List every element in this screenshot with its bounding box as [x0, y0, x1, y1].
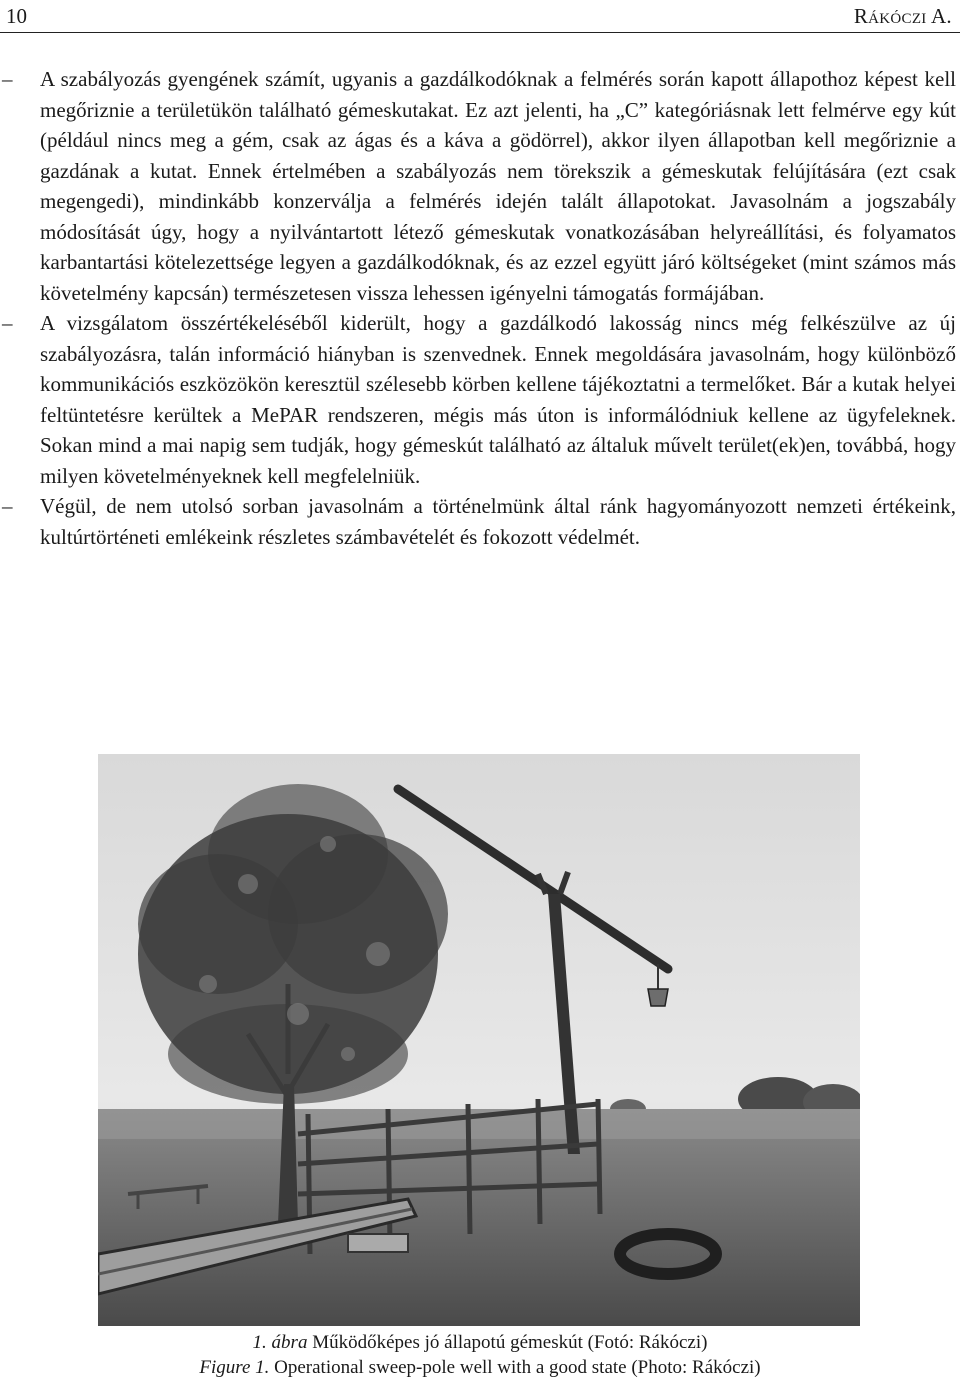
paragraph-information: A vizsgálatom összértékeléséből kiderült, hogy a gazdálkodó lakosság nincs még felkészülve az új szabályozásra, talán információ hiányban is szenvednek. Ennek megoldására javasolnám, hogy különböző kommunikációs eszközökön keresztül szélesebb körben kellene tájékoztatni a termelőket. Bár a kutak helyei feltüntetésre kerültek a MePAR rendszeren, mégis más úton is informálódniuk kellene az ügyfeleknek. Sokan mind a mai napig sem tudják, hogy gémeskút található az általuk művelt terület(ek)en, továbbá, hogy milyen követelményeknek kell megfelelniük. [40, 311, 956, 488]
list-item [0, 64, 956, 308]
list-dash: – [2, 494, 13, 518]
figure-caption-english [0, 1357, 960, 1379]
list-item [0, 308, 956, 491]
list-dash: – [2, 67, 13, 91]
list-dash: – [2, 311, 13, 335]
running-head: Rákóczi A. [853, 4, 952, 28]
caption-text-hu: Működőképes jó állapotú gémeskút (Fotó: Rákóczi) [307, 1332, 708, 1353]
caption-text-en: Operational sweep-pole well with a good state (Photo: Rákóczi) [269, 1357, 761, 1378]
paragraph-heritage: Végül, de nem utolsó sorban javasolnám a történelmünk által ránk hagyományozott nemzeti értékeink, kultúrtörténeti emlékeink részletes számbavételét és fokozott védelmét. [40, 494, 956, 549]
body-text [0, 64, 956, 552]
sweep-pole-well-photo [98, 754, 860, 1326]
paragraph-regulation: A szabályozás gyengének számít, ugyanis a gazdálkodóknak a felmérés során kapott állapothoz képest kell megőriznie a területükön található gémeskutakat. Ez azt jelenti, ha „C” kategóriásnak lett felmérve egy kút (például nincs meg a gém, csak az ágas és a káva a gödörrel), akkor ilyen állapotban kell megőriznie a gazdának a kutat. Ennek értelmében a szabályozás nem törekszik a gémeskutak felújítására (ezt csak megengedi), mindinkább konzerválja a felmérés idején talált állapotokat. Javasolnám a jogszabály módosítását úgy, hogy a nyilvántartott létező gémeskutak vonatkozásában helyreállítási, és folyamatos karbantartási kötelezettsége legyen a gazdálkodóknak, és az ezzel együtt járó költségeket (mint számos más követelmény kapcsán) természetesen vissza lehessen igényelni támogatás formájában. [40, 67, 956, 305]
caption-label-en: Figure 1. [199, 1357, 270, 1378]
figure-photo [98, 754, 860, 1326]
page-number: 10 [6, 4, 27, 28]
list-item [0, 491, 956, 552]
caption-label-hu: 1. ábra [252, 1332, 308, 1353]
page-header [0, 0, 960, 34]
header-rule [0, 32, 960, 33]
figure-caption-hungarian [0, 1332, 960, 1354]
